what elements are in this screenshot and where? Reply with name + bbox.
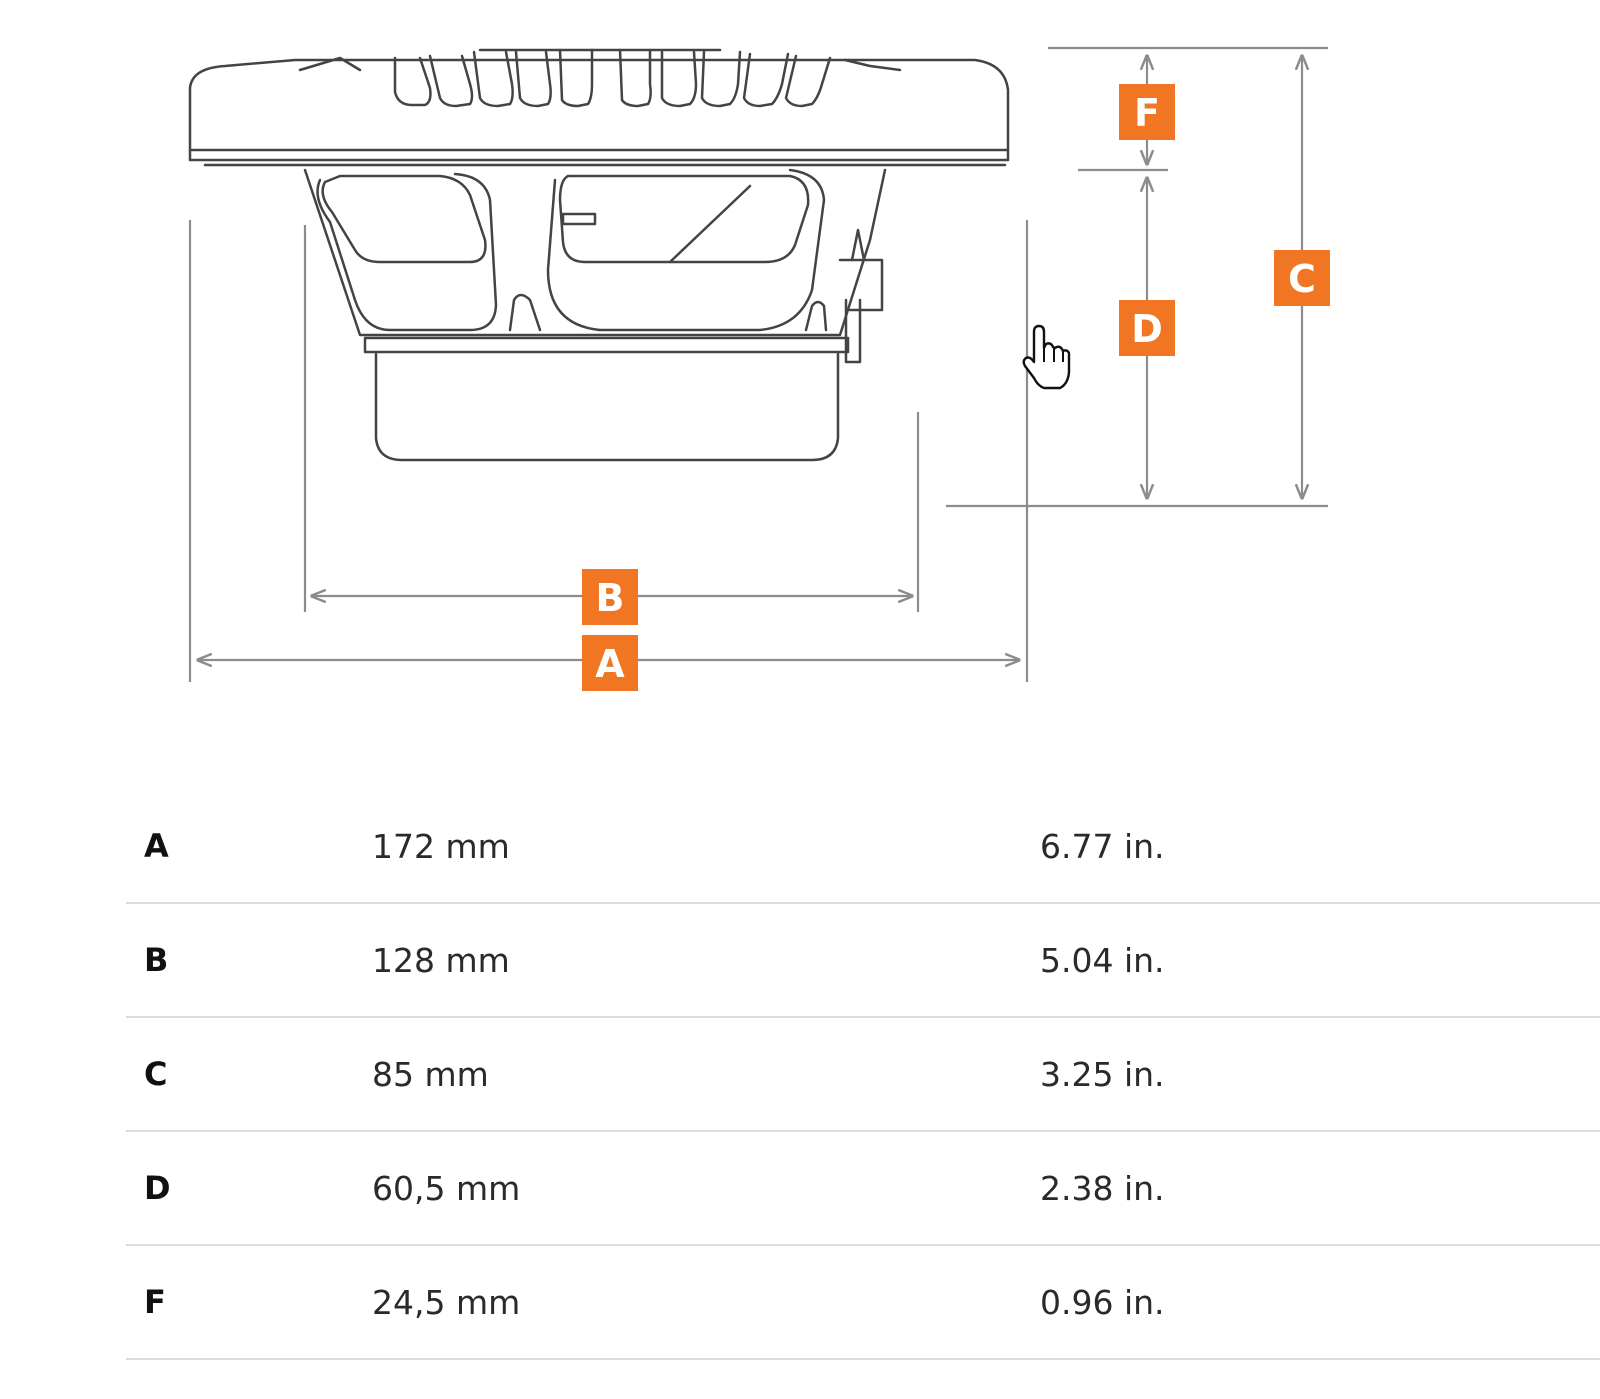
dimension-lines xyxy=(190,48,1328,682)
dimension-inches: 5.04 in. xyxy=(1040,903,1600,1017)
speaker-side-view-drawing xyxy=(190,50,1008,460)
dimension-inches: 3.25 in. xyxy=(1040,1017,1600,1131)
dimension-mm: 172 mm xyxy=(372,790,1040,903)
table-row xyxy=(126,903,1600,1017)
badge-d xyxy=(1119,300,1175,356)
hand-pointer-icon xyxy=(1024,326,1069,388)
dimension-label: C xyxy=(126,1017,372,1131)
dimension-mm: 24,5 mm xyxy=(372,1245,1040,1359)
badge-f-label: F xyxy=(1134,91,1160,135)
dimension-mm: 60,5 mm xyxy=(372,1131,1040,1245)
badge-a xyxy=(582,635,638,691)
dimension-label: F xyxy=(126,1245,372,1359)
badge-c xyxy=(1274,250,1330,306)
dimension-label: B xyxy=(126,903,372,1017)
dimension-label: D xyxy=(126,1131,372,1245)
badge-b xyxy=(582,569,638,625)
dimension-label: A xyxy=(126,790,372,903)
dimension-inches: 6.77 in. xyxy=(1040,790,1600,903)
table-row xyxy=(126,1017,1600,1131)
badge-d-label: D xyxy=(1131,307,1163,351)
table-row xyxy=(126,790,1600,903)
dimension-mm: 128 mm xyxy=(372,903,1040,1017)
table-row xyxy=(126,1131,1600,1245)
badge-f xyxy=(1119,84,1175,140)
badge-a-label: A xyxy=(595,642,625,686)
badge-b-label: B xyxy=(595,576,625,620)
dimension-inches: 0.96 in. xyxy=(1040,1245,1600,1359)
badge-c-label: C xyxy=(1288,257,1316,301)
dimension-inches: 2.38 in. xyxy=(1040,1131,1600,1245)
table-row xyxy=(126,1245,1600,1359)
dimensions-table xyxy=(126,790,1600,1360)
dimension-mm: 85 mm xyxy=(372,1017,1040,1131)
